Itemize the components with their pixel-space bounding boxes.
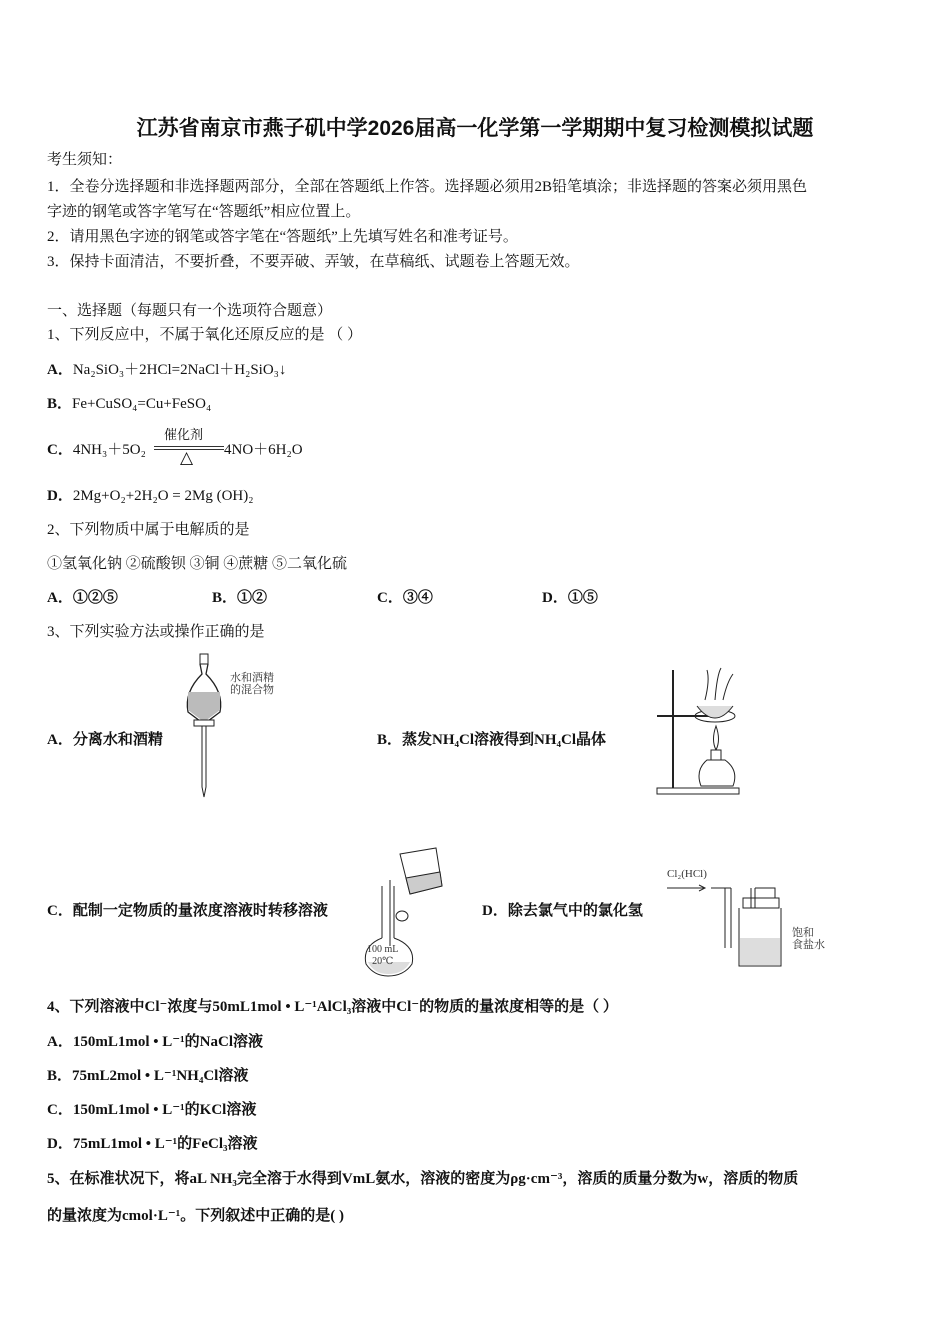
option-letter: B． bbox=[47, 396, 73, 412]
notice-item: 2．请用黑色字迹的钢笔或答字笔在“答题纸”上先填写姓名和准考证号。 bbox=[47, 229, 518, 245]
option-text: 4NH₃＋5O₂ bbox=[72, 442, 146, 458]
option-text: Na₂SiO₃＋2HCl=2NaCl＋H₂SiO₃↓ bbox=[72, 362, 287, 378]
notice-item: 3．保持卡面清洁，不要折叠，不要弄破、弄皱，在草稿纸、试题卷上答题无效。 bbox=[47, 254, 580, 270]
separatory-funnel-diagram bbox=[180, 652, 230, 800]
q3-option-d: D．除去氯气中的氯化氢 bbox=[482, 903, 643, 919]
question-2-stem: 2、下列物质中属于电解质的是 bbox=[47, 522, 250, 538]
q1-option-d bbox=[47, 486, 254, 506]
q1-option-a bbox=[47, 360, 286, 380]
question-3-stem: 3、下列实验方法或操作正确的是 bbox=[47, 624, 265, 640]
notice-item: 字迹的钢笔或答字笔写在“答题纸”相应位置上。 bbox=[47, 204, 361, 220]
q4-option-d: D．75mL1mol • L⁻¹的FeCl₃溶液 bbox=[47, 1136, 258, 1152]
catalyst-label: 催化剂 bbox=[164, 427, 204, 442]
q2-option-b: B．①② bbox=[212, 590, 268, 606]
q1-option-c-products: 4NO＋6H₂O bbox=[224, 442, 303, 458]
option-letter: D． bbox=[47, 488, 73, 504]
notice-heading: 考生须知： bbox=[47, 152, 123, 168]
question-4-stem: 4、下列溶液中Cl⁻浓度与50mL1mol • L⁻¹AlCl₃溶液中Cl⁻的物质的量浓度相等的是（ ） bbox=[47, 999, 618, 1015]
gas-inlet-label: Cl₂(HCl) bbox=[667, 868, 707, 880]
q4-option-b: B．75mL2mol • L⁻¹NH₄Cl溶液 bbox=[47, 1068, 249, 1084]
option-text: 2Mg+O₂+2H₂O = 2Mg (OH)₂ bbox=[72, 488, 254, 504]
q1-option-c bbox=[47, 440, 146, 460]
option-letter: A． bbox=[47, 362, 73, 378]
exam-title: 江苏省南京市燕子矶中学2026届高一化学第一学期期中复习检测模拟试题 bbox=[136, 117, 814, 140]
option-text: Fe+CuSO₄=Cu+FeSO₄ bbox=[72, 396, 212, 412]
q2-option-c: C．③④ bbox=[377, 590, 433, 606]
q3-option-a: A．分离水和酒精 bbox=[47, 732, 163, 748]
q2-option-a: A．①②⑤ bbox=[47, 590, 118, 606]
question-1-stem: 1、下列反应中，不属于氧化还原反应的是 （ ） bbox=[47, 327, 363, 343]
question-5-stem-cont: 的量浓度为cmol·L⁻¹。下列叙述中正确的是( ) bbox=[47, 1208, 344, 1224]
heat-symbol: △ bbox=[180, 448, 194, 467]
q3-option-c: C．配制一定物质的量浓度溶液时转移溶液 bbox=[47, 903, 328, 919]
q4-option-a: A．150mL1mol • L⁻¹的NaCl溶液 bbox=[47, 1034, 263, 1050]
q1-option-b bbox=[47, 394, 211, 414]
q2-items: ①氢氧化钠 ②硫酸钡 ③铜 ④蔗糖 ⑤二氧化硫 bbox=[47, 556, 348, 572]
reaction-condition-arrow bbox=[154, 424, 224, 470]
saline-label: 饱和 食盐水 bbox=[792, 927, 825, 951]
funnel-label: 水和酒精 的混合物 bbox=[230, 672, 274, 696]
evaporation-setup-diagram bbox=[655, 660, 745, 800]
q2-option-d: D．①⑤ bbox=[542, 590, 598, 606]
gas-washing-bottle-diagram bbox=[665, 880, 785, 972]
flask-label: 100 mL 20℃ bbox=[367, 944, 399, 967]
option-letter: C． bbox=[47, 442, 73, 458]
notice-item: 1．全卷分选择题和非选择题两部分，全部在答题纸上作答。选择题必须用2B铅笔填涂；非选择题的答案必须用黑色 bbox=[47, 179, 808, 195]
section-heading: 一、选择题（每题只有一个选项符合题意） bbox=[47, 303, 333, 319]
q4-option-c: C．150mL1mol • L⁻¹的KCl溶液 bbox=[47, 1102, 257, 1118]
q3-option-b: B．蒸发NH₄Cl溶液得到NH₄Cl晶体 bbox=[377, 732, 606, 748]
question-5-stem: 5、在标准状况下，将aL NH₃完全溶于水得到VmL氨水，溶液的密度为ρg·cm⁻³，溶质的质量分数为w，溶质的物质 bbox=[47, 1171, 799, 1187]
